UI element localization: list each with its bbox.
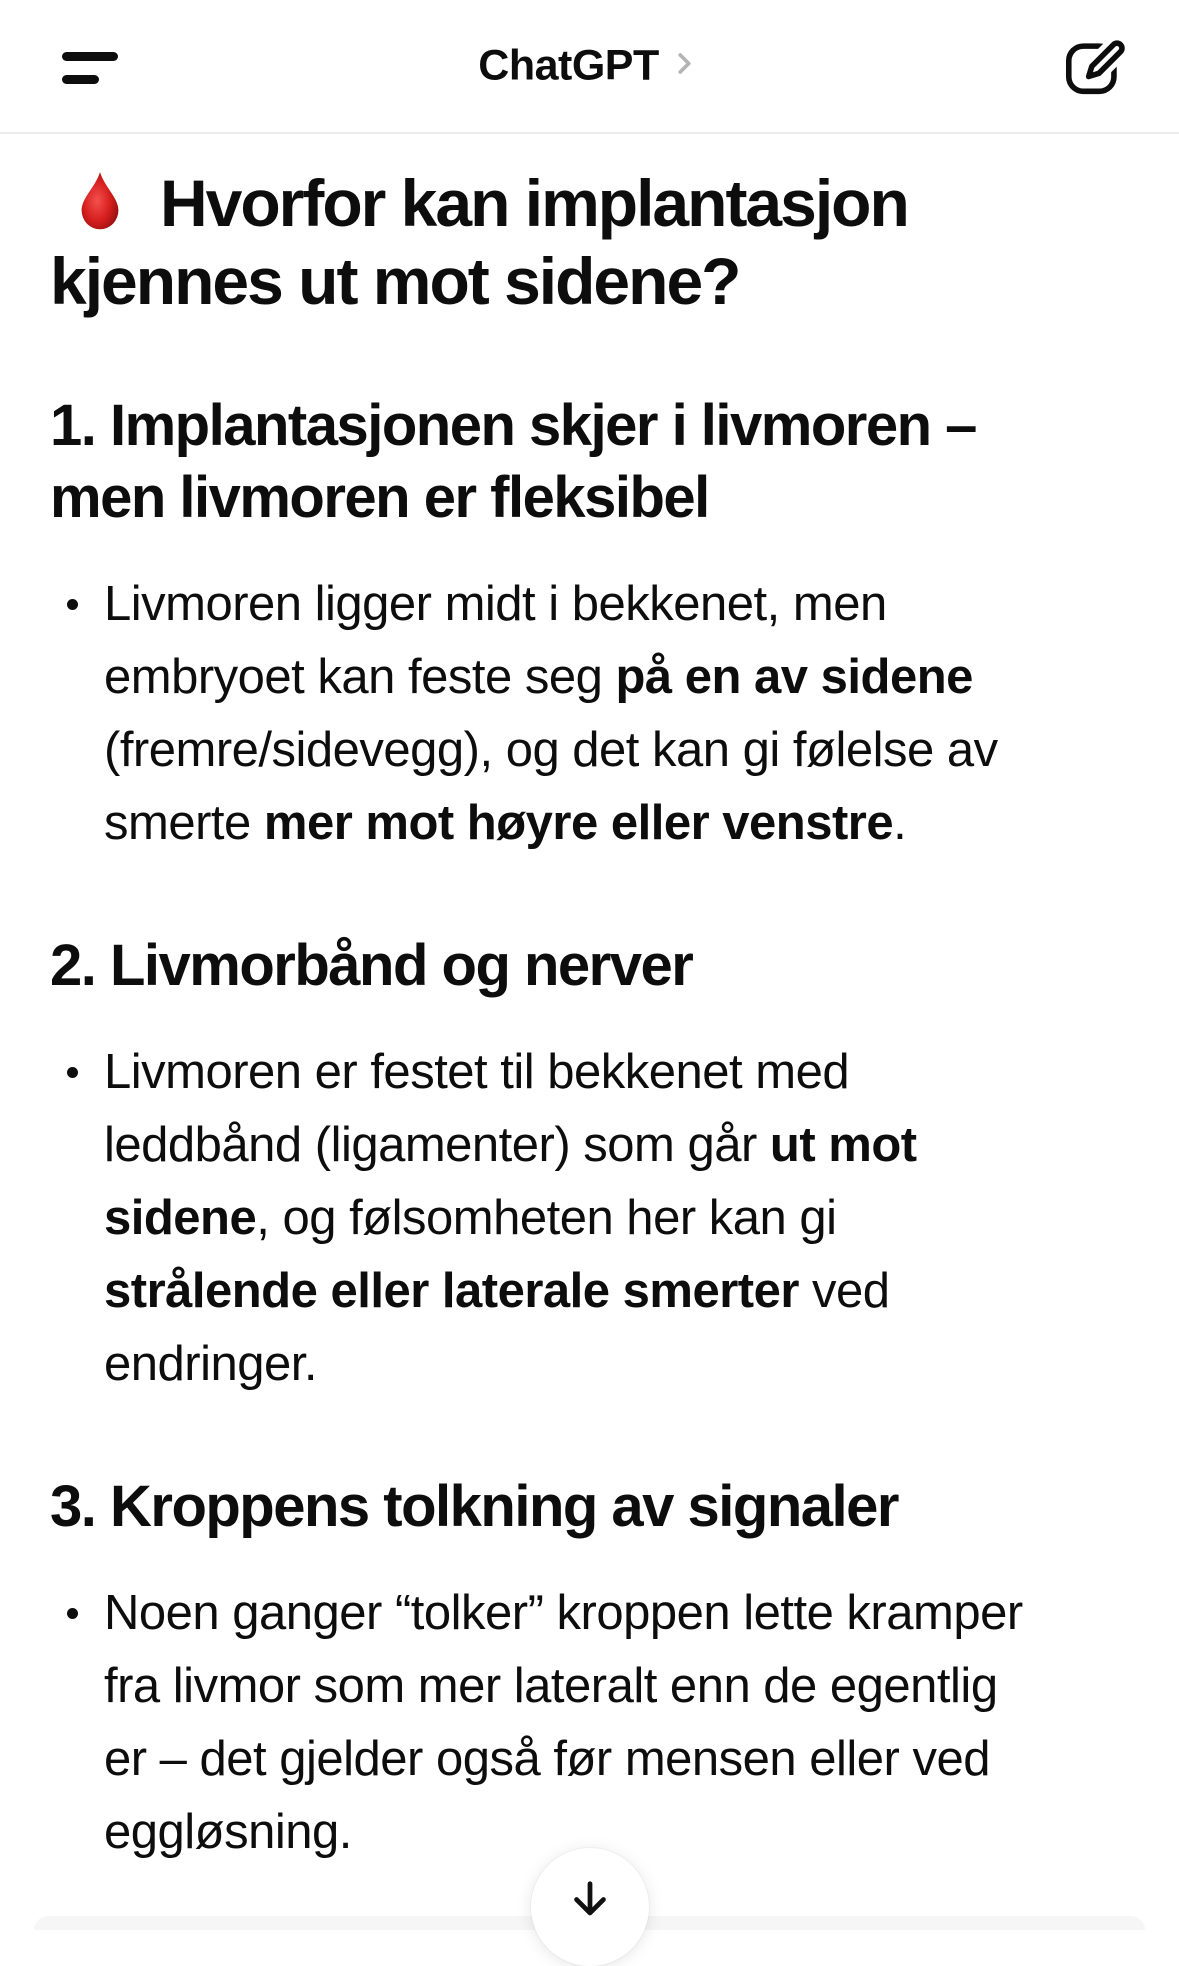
text-line: Livmoren er festet til bekkenet med [104, 1045, 850, 1099]
text-line: (fremre/sidevegg), og det kan gi følelse av [104, 723, 998, 777]
compose-button[interactable] [1061, 34, 1129, 102]
message-title-text: Hvorfor kan implantasjon [160, 166, 908, 240]
text-line: 3. Kroppens tolkning av signaler [50, 1474, 898, 1539]
list-item [50, 568, 1135, 860]
bullet-dot [67, 1067, 78, 1078]
text-line: men livmoren er fleksibel [50, 465, 709, 530]
top-app-bar [0, 0, 1179, 134]
text-line: embryoet kan feste seg på en av sidene [104, 650, 973, 704]
message-title-line [50, 164, 1135, 242]
section-2 [50, 930, 1135, 1401]
bullet-dot [67, 599, 78, 610]
menu-button[interactable] [54, 40, 130, 96]
section-1-heading [50, 390, 1135, 534]
section-1 [50, 390, 1135, 860]
text-line: smerte mer mot høyre eller venstre. [104, 796, 907, 850]
app-title: ChatGPT [478, 41, 659, 90]
text-line: endringer. [104, 1337, 317, 1391]
text-line: eggløsning. [104, 1805, 352, 1859]
compose-new-chat-icon [1061, 90, 1129, 105]
chat-model-selector[interactable] [478, 42, 700, 91]
list-item [50, 1577, 1135, 1869]
text-line: strålende eller laterale smerter ved [104, 1264, 890, 1318]
section-3-heading [50, 1471, 1135, 1543]
text-line: fra livmor som mer lateralt enn de egentlig [104, 1659, 998, 1713]
list-item [50, 1036, 1135, 1401]
message-title [50, 164, 1135, 320]
text-line: sidene, og følsomheten her kan gi [104, 1191, 837, 1245]
text-line: Noen ganger “tolker” kroppen lette kramper [104, 1586, 1023, 1640]
assistant-message [0, 164, 1179, 1869]
section-2-heading [50, 930, 1135, 1002]
list-item-text [104, 568, 1135, 860]
blood-drop-icon [74, 168, 126, 246]
arrow-down-icon [564, 1874, 616, 1929]
text-line: 1. Implantasjonen skjer i livmoren – [50, 393, 976, 458]
bullet-dot [67, 1608, 78, 1619]
scroll-to-bottom-button[interactable] [531, 1848, 649, 1966]
list-item-text [104, 1036, 1135, 1401]
chevron-right-icon [667, 47, 701, 86]
text-line: leddbånd (ligamenter) som går ut mot [104, 1118, 917, 1172]
message-title-line: kjennes ut mot sidene? [50, 244, 740, 318]
text-line: 2. Livmorbånd og nerver [50, 933, 693, 998]
list-item-text [104, 1577, 1135, 1869]
section-3 [50, 1471, 1135, 1869]
text-line: er – det gjelder også før mensen eller ved [104, 1732, 990, 1786]
text-line: Livmoren ligger midt i bekkenet, men [104, 577, 887, 631]
